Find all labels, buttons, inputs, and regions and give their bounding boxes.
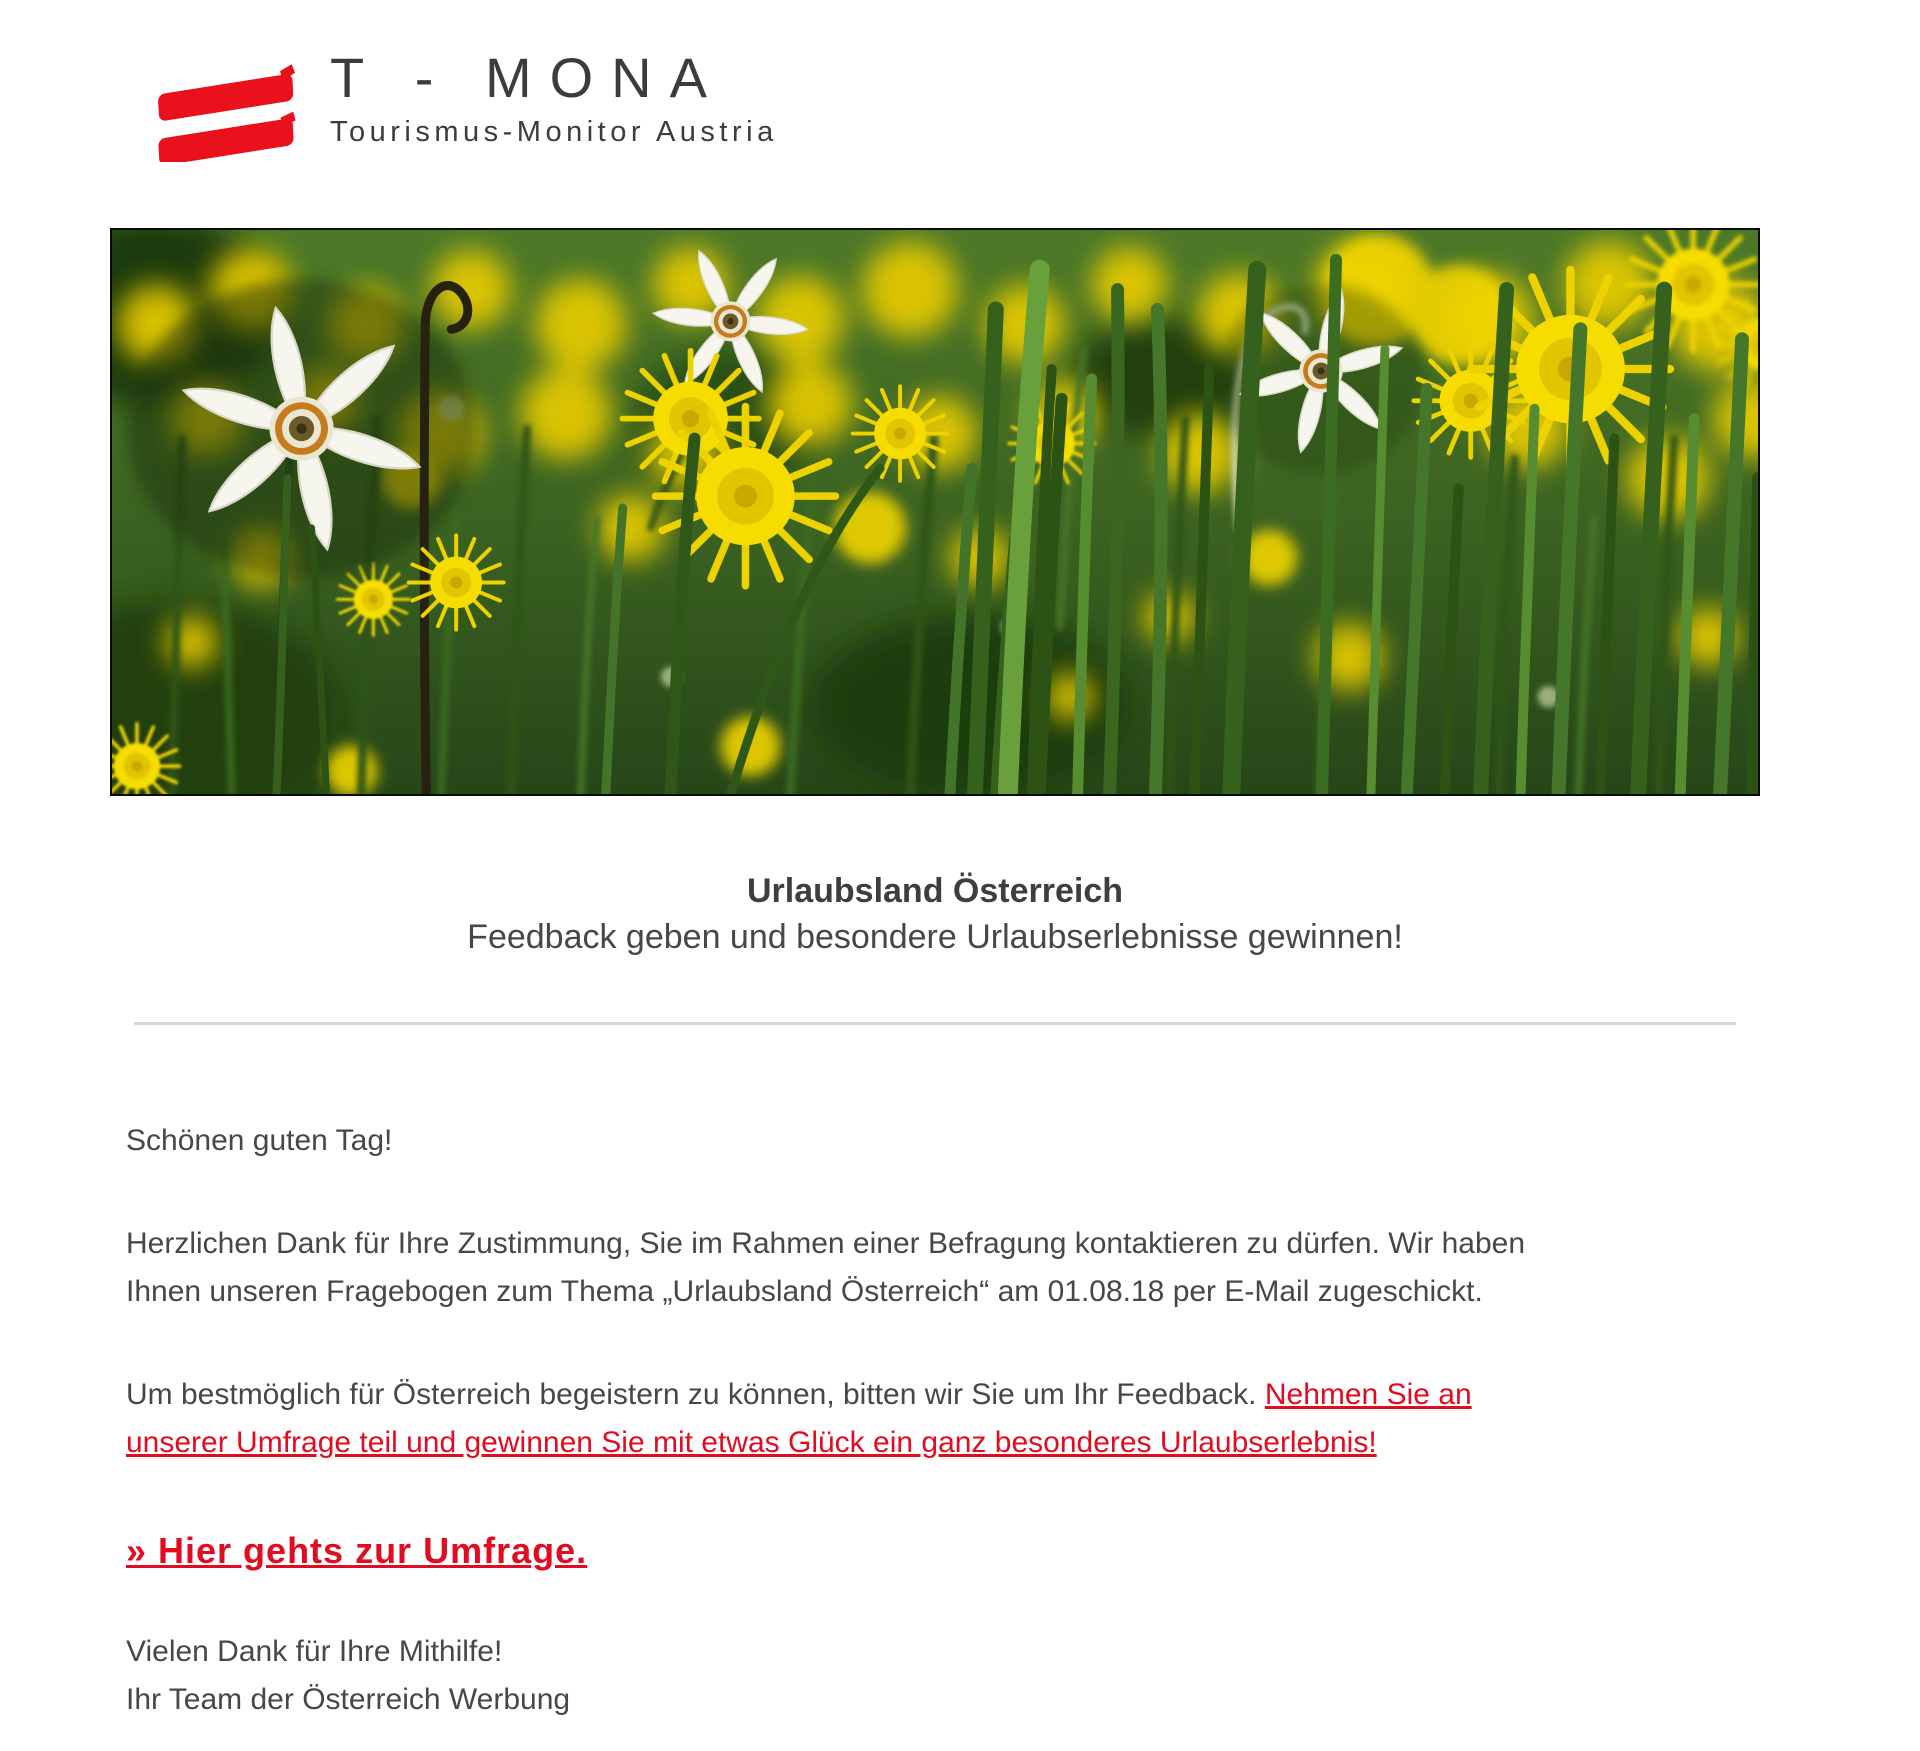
paragraph-line: Herzlichen Dank für Ihre Zustimmung, Sie im Rahmen einer Befragung kontaktieren zu dürfen. Wir haben xyxy=(126,1227,1525,1260)
closing-block xyxy=(126,1628,1760,1724)
logo-text xyxy=(330,46,778,147)
paragraph-feedback xyxy=(126,1371,1760,1467)
paragraph-line: Ihnen unseren Fragebogen zum Thema „Urlaubsland Österreich“ am 01.08.18 per E-Mail zugeschickt. xyxy=(126,1275,1483,1308)
logo xyxy=(150,0,1760,162)
intro-block xyxy=(110,868,1760,960)
austria-flag-icon xyxy=(150,50,302,162)
divider xyxy=(134,1022,1736,1025)
closing-line: Ihr Team der Österreich Werbung xyxy=(126,1683,571,1716)
link-line[interactable]: Nehmen Sie an xyxy=(1264,1378,1472,1411)
email-body xyxy=(126,1117,1760,1724)
survey-cta-link[interactable]: » Hier gehts zur Umfrage. xyxy=(126,1530,588,1571)
greeting-text: Schönen guten Tag! xyxy=(126,1124,393,1157)
cta-row xyxy=(126,1527,1760,1578)
meadow-photo xyxy=(110,228,1760,796)
brand-name: T - MONA xyxy=(330,46,725,109)
paragraph-line: Um bestmöglich für Österreich begeistern zu können, bitten wir Sie um Ihr Feedback. xyxy=(126,1378,1265,1411)
campaign-subtitle: Feedback geben und besondere Urlaubserlebnisse gewinnen! xyxy=(467,918,1403,956)
email-container xyxy=(110,0,1760,1724)
brand-tagline: Tourismus-Monitor Austria xyxy=(330,116,778,148)
closing-line: Vielen Dank für Ihre Mithilfe! xyxy=(126,1635,503,1668)
paragraph-thanks xyxy=(126,1220,1760,1316)
campaign-title: Urlaubsland Österreich xyxy=(746,872,1123,910)
link-line[interactable]: unserer Umfrage teil und gewinnen Sie mit etwas Glück ein ganz besonderes Urlaubserlebnis! xyxy=(126,1426,1377,1459)
